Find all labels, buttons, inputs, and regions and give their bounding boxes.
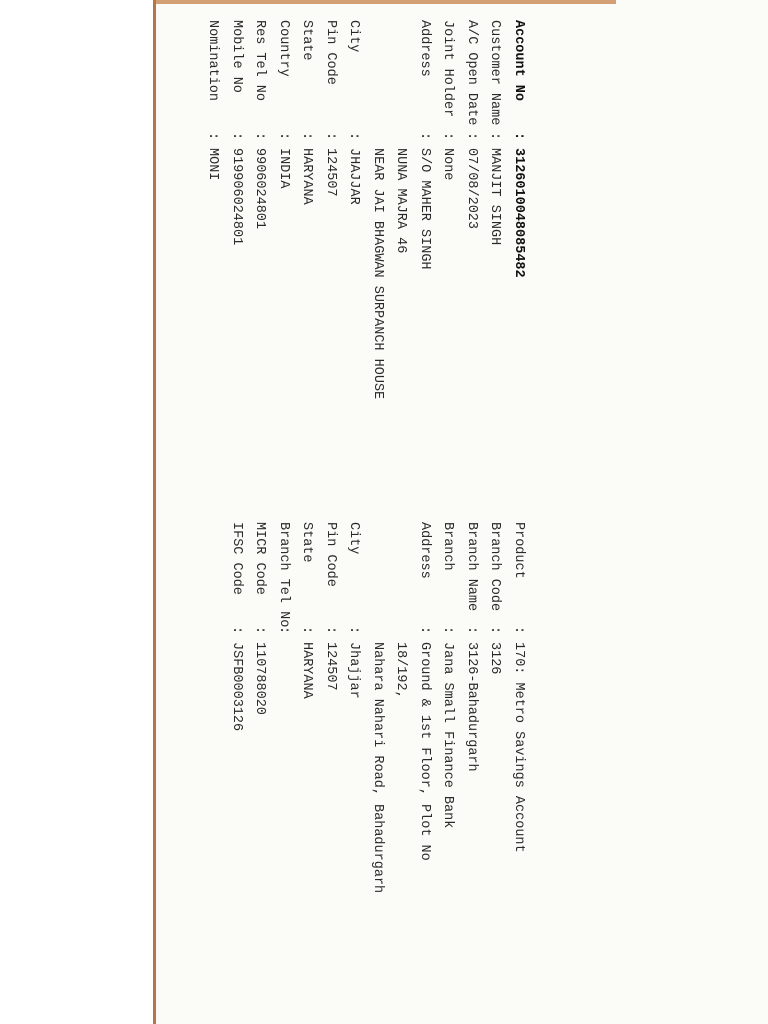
page-edge-line xyxy=(153,0,156,1024)
field-separator: : xyxy=(205,132,221,141)
branch-row xyxy=(507,522,531,893)
field-label: State xyxy=(299,522,315,563)
scan-border-left xyxy=(0,0,154,1024)
field-value: None xyxy=(440,148,456,181)
field-label: Pin Code xyxy=(323,522,338,587)
customer-row xyxy=(272,20,296,399)
field-value: 170: Metro Savings Account xyxy=(511,642,526,853)
field-separator: : xyxy=(323,132,338,141)
field-label: Country xyxy=(276,20,291,77)
field-value: 07/08/2023 xyxy=(464,148,479,230)
customer-row xyxy=(295,20,319,399)
field-separator: : xyxy=(299,626,315,635)
customer-row xyxy=(483,20,507,399)
branch-row xyxy=(460,522,484,893)
field-separator: : xyxy=(299,132,315,141)
field-separator: : xyxy=(440,626,456,635)
field-value: INDIA xyxy=(276,148,291,189)
field-separator: : xyxy=(417,132,432,141)
field-value: 3126-Bahadurgarh xyxy=(464,642,479,772)
customer-row xyxy=(460,20,484,399)
branch-row xyxy=(413,522,437,893)
customer-row xyxy=(366,20,390,399)
field-separator: : xyxy=(511,626,526,635)
field-value: Ground & 1st Floor, Plot No xyxy=(417,642,432,861)
customer-row xyxy=(507,20,531,399)
field-label: City xyxy=(346,522,362,555)
branch-row xyxy=(436,522,460,893)
field-separator: : xyxy=(346,626,362,635)
field-label: MICR Code xyxy=(252,522,268,595)
field-value: 124507 xyxy=(323,642,338,691)
field-value: HARYANA xyxy=(299,148,315,205)
field-value: Nahara Nahari Road, Bahadurgarh xyxy=(370,642,385,894)
field-value: Jana Small Finance Bank xyxy=(440,642,456,829)
field-separator: : xyxy=(511,132,526,141)
field-separator: : xyxy=(487,626,503,635)
field-value: MONI xyxy=(205,148,221,181)
field-separator: : xyxy=(252,626,268,635)
branch-row xyxy=(272,522,296,893)
field-separator: : xyxy=(276,132,291,141)
field-value: 124507 xyxy=(323,148,338,197)
branch-row xyxy=(319,522,343,893)
field-label: Res Tel No xyxy=(252,20,268,102)
branch-row xyxy=(225,522,249,893)
field-separator: : xyxy=(487,132,503,141)
field-value: 9906024801 xyxy=(252,148,268,230)
field-separator: : xyxy=(417,626,432,635)
field-label: City xyxy=(346,20,362,53)
customer-row xyxy=(319,20,343,399)
field-separator: : xyxy=(229,626,244,635)
customer-row xyxy=(342,20,366,399)
field-separator: : xyxy=(252,132,268,141)
field-label: Branch Code xyxy=(487,522,503,612)
field-value: NEAR JAI BHAGWAN SURPANCH HOUSE xyxy=(370,148,385,400)
field-label: A/C Open Date xyxy=(464,20,479,126)
field-value: 18/192, xyxy=(393,642,409,699)
field-value: Jhajjar xyxy=(346,642,362,699)
branch-details-block xyxy=(225,522,531,893)
field-separator: : xyxy=(464,132,479,141)
customer-row xyxy=(201,20,225,399)
field-value: S/O MAHER SINGH xyxy=(417,148,432,270)
field-label: Nomination xyxy=(205,20,221,102)
field-label: IFSC Code xyxy=(229,522,244,595)
field-value: HARYANA xyxy=(299,642,315,699)
field-label: Address xyxy=(417,522,432,579)
field-separator: : xyxy=(229,132,244,141)
customer-row xyxy=(225,20,249,399)
rotated-account-details xyxy=(158,0,530,1024)
field-label: Pin Code xyxy=(323,20,338,85)
branch-row xyxy=(248,522,272,893)
branch-row xyxy=(342,522,366,893)
field-value: 3126 xyxy=(487,642,503,675)
field-value: JSFB0003126 xyxy=(229,642,244,732)
field-label: Branch Name xyxy=(464,522,479,612)
customer-row xyxy=(436,20,460,399)
field-separator: : xyxy=(440,132,456,141)
branch-row xyxy=(295,522,319,893)
field-label: Account No xyxy=(511,20,526,102)
customer-row xyxy=(389,20,413,399)
customer-details-block xyxy=(201,20,530,399)
branch-row xyxy=(366,522,390,893)
field-value: JHAJJAR xyxy=(346,148,362,205)
field-value: NUNA MAJRA 46 xyxy=(393,148,409,254)
customer-row xyxy=(248,20,272,399)
branch-row xyxy=(389,522,413,893)
field-separator: : xyxy=(276,626,291,635)
field-label: Address xyxy=(417,20,432,77)
field-label: Branch Tel No xyxy=(276,522,291,628)
field-value: 3126010048085482 xyxy=(511,148,526,278)
field-value: MANJIT SINGH xyxy=(487,148,503,246)
field-value: 919906024801 xyxy=(229,148,244,246)
customer-row xyxy=(413,20,437,399)
field-label: Mobile No xyxy=(229,20,244,93)
field-separator: : xyxy=(346,132,362,141)
field-separator: : xyxy=(323,626,338,635)
field-label: Product xyxy=(511,522,526,579)
field-value: 110788020 xyxy=(252,642,268,715)
field-label: Customer Name xyxy=(487,20,503,126)
branch-row xyxy=(483,522,507,893)
field-label: Branch xyxy=(440,522,456,571)
field-label: State xyxy=(299,20,315,61)
field-label: Joint Holder xyxy=(440,20,456,118)
field-separator: : xyxy=(464,626,479,635)
